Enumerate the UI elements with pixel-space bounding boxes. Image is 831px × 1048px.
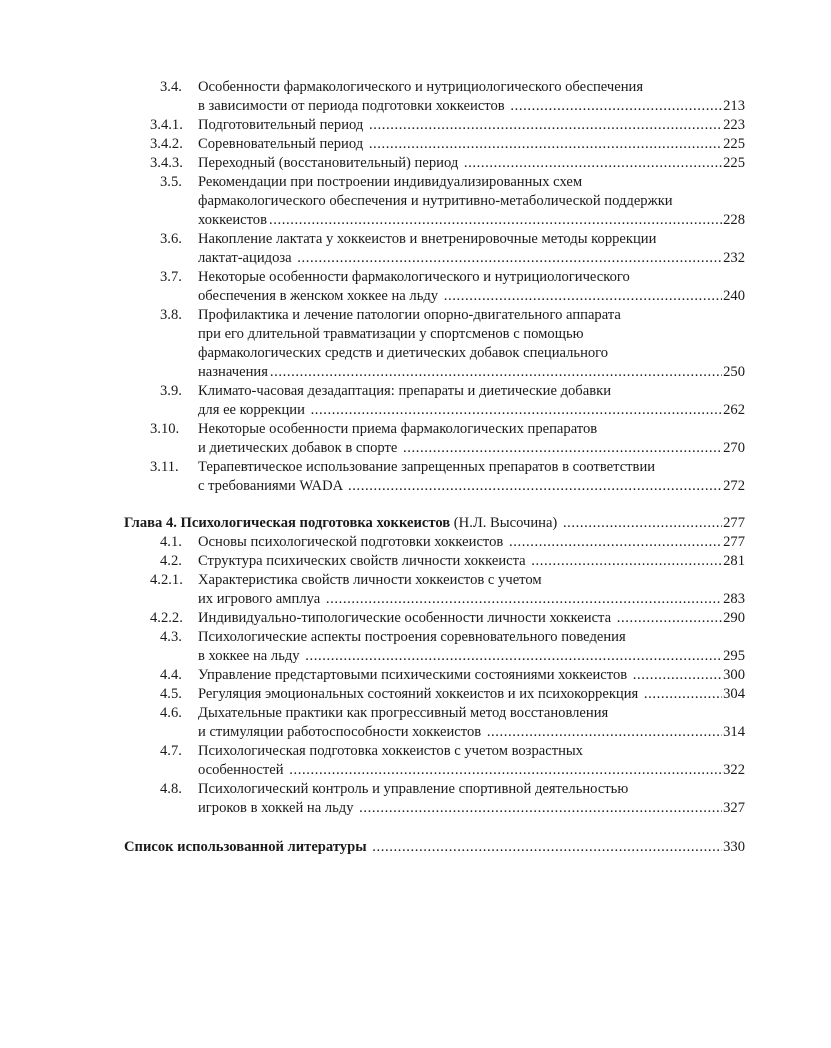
dot-leader (297, 249, 722, 268)
section-leader-line (198, 211, 745, 230)
dot-leader (270, 363, 722, 382)
section-title-line: Психологические аспекты построения соревновательного поведения (198, 629, 626, 645)
section-title: для ее коррекции (198, 402, 309, 418)
page-number: 290 (723, 610, 745, 626)
section-number: 3.8. (160, 307, 182, 323)
section-title: Переходный (восстановительный) период (198, 155, 462, 171)
section-title-line: Особенности фармакологического и нутрициологического обеспечения (198, 79, 644, 95)
dot-leader (359, 799, 722, 818)
section-number: 4.2. (160, 553, 182, 569)
chapter-author: (Н.Л. Высочина) (450, 515, 561, 531)
section-title: Управление предстартовыми психическими состояниями хоккеистов (198, 667, 631, 683)
section-title: назначения (198, 364, 268, 380)
dot-leader (289, 761, 722, 780)
page-number: 277 (723, 515, 745, 531)
page-number: 225 (723, 136, 745, 152)
section-leader-line (198, 439, 745, 458)
section-title: в хоккее на льду (198, 648, 304, 664)
dot-leader (531, 552, 722, 571)
section-title-line: Накопление лактата у хоккеистов и внетренировочные методы коррекции (198, 231, 657, 247)
page-number: 304 (723, 686, 745, 702)
section-title: в зависимости от периода подготовки хоккеистов (198, 98, 509, 114)
chapter-heading (124, 514, 745, 533)
page-number: 277 (723, 534, 745, 550)
section-title-line: Некоторые особенности приема фармакологических препаратов (198, 421, 598, 437)
section-number: 3.6. (160, 231, 182, 247)
section-title: игроков в хоккей на льду (198, 800, 358, 816)
section-title-line: Некоторые особенности фармакологического и нутрициологического (198, 269, 630, 285)
page-number: 232 (723, 250, 745, 266)
page-number: 270 (723, 440, 745, 456)
section-title: с требованиями WADA (198, 478, 346, 494)
dot-leader (464, 154, 722, 173)
dot-leader (617, 609, 722, 628)
section-leader-line (198, 97, 745, 116)
section-title: хоккеистов (198, 212, 267, 228)
dot-leader (510, 97, 722, 116)
section-leader-line (198, 287, 745, 306)
section-leader-line (198, 647, 745, 666)
section-title: и стимуляции работоспособности хоккеистов (198, 724, 485, 740)
section-number: 3.4. (160, 79, 182, 95)
section-title: особенностей (198, 762, 288, 778)
section-title-line: Терапевтическое использование запрещенных препаратов в соответствии (198, 459, 656, 475)
section-number: 4.6. (160, 705, 182, 721)
section-number: 3.10. (150, 421, 180, 437)
section-title-line: Климато-часовая дезадаптация: препараты и диетические добавки (198, 383, 611, 399)
page-number: 300 (723, 667, 745, 683)
page-number: 283 (723, 591, 745, 607)
section-leader-line (198, 533, 745, 552)
dot-leader (403, 439, 722, 458)
page-number: 330 (723, 839, 745, 855)
section-number: 3.4.1. (150, 117, 183, 133)
dot-leader (269, 211, 722, 230)
chapter-author (367, 838, 371, 857)
page-number: 295 (723, 648, 745, 664)
section-number: 3.5. (160, 174, 182, 190)
chapter-title: Глава 4. Психологическая подготовка хоккеистов (124, 515, 451, 531)
section-number: 4.2.1. (150, 572, 183, 588)
section-title-line: при его длительной травматизации у спортсменов с помощью (198, 326, 584, 342)
section-leader-line (198, 249, 745, 268)
dot-leader (372, 838, 722, 857)
dot-leader (644, 685, 722, 704)
section-number: 3.11. (150, 459, 179, 475)
dot-leader (305, 647, 722, 666)
section-title-line: Профилактика и лечение патологии опорно-двигательного аппарата (198, 307, 621, 323)
section-number: 4.2.2. (150, 610, 183, 626)
section-leader-line (198, 116, 745, 135)
chapter-heading (124, 838, 745, 857)
section-number: 3.4.2. (150, 136, 183, 152)
dot-leader (487, 723, 722, 742)
section-leader-line (198, 723, 745, 742)
section-leader-line (198, 799, 745, 818)
section-leader-line (198, 666, 745, 685)
section-title-line: фармакологического обеспечения и нутритивно-метаболической поддержки (198, 193, 673, 209)
section-number: 3.7. (160, 269, 182, 285)
section-title: Подготовительный период (198, 117, 367, 133)
section-number: 4.7. (160, 743, 182, 759)
section-title-line: Психологическая подготовка хоккеистов с учетом возрастных (198, 743, 583, 759)
dot-leader (563, 514, 722, 533)
dot-leader (509, 533, 722, 552)
section-number: 4.3. (160, 629, 182, 645)
chapter-title: Список использованной литературы (124, 839, 367, 855)
dot-leader (369, 116, 722, 135)
section-title: и диетических добавок в спорте (198, 440, 402, 456)
section-title: лактат-ацидоза (198, 250, 296, 266)
section-leader-line (198, 552, 745, 571)
section-number: 4.1. (160, 534, 182, 550)
page-number: 281 (723, 553, 745, 569)
page-number: 223 (723, 117, 745, 133)
page-number: 314 (723, 724, 745, 740)
section-title-line: Характеристика свойств личности хоккеистов с учетом (198, 572, 542, 588)
section-leader-line (198, 590, 745, 609)
section-number: 4.5. (160, 686, 182, 702)
dot-leader (348, 477, 722, 496)
page-number: 225 (723, 155, 745, 171)
section-leader-line (198, 477, 745, 496)
dot-leader (444, 287, 722, 306)
page-number: 228 (723, 212, 745, 228)
page-number: 250 (723, 364, 745, 380)
page-number: 272 (723, 478, 745, 494)
section-title: Структура психических свойств личности хоккеиста (198, 553, 530, 569)
section-number: 4.4. (160, 667, 182, 683)
section-title: Основы психологической подготовки хоккеистов (198, 534, 507, 550)
dot-leader (369, 135, 722, 154)
section-title: их игрового амплуа (198, 591, 324, 607)
section-leader-line (198, 135, 745, 154)
dot-leader (311, 401, 723, 420)
section-leader-line (198, 685, 745, 704)
section-number: 3.4.3. (150, 155, 183, 171)
dot-leader (326, 590, 722, 609)
section-title: Индивидуально-типологические особенности личности хоккеиста (198, 610, 615, 626)
page-number: 262 (723, 402, 745, 418)
section-number: 3.9. (160, 383, 182, 399)
section-number: 4.8. (160, 781, 182, 797)
section-title-line: Психологический контроль и управление спортивной деятельностью (198, 781, 629, 797)
section-title: Регуляция эмоциональных состояний хоккеистов и их психокоррекция (198, 686, 642, 702)
section-leader-line (198, 761, 745, 780)
section-leader-line (198, 609, 745, 628)
section-title-line: Дыхательные практики как прогрессивный метод восстановления (198, 705, 609, 721)
page-number: 327 (723, 800, 745, 816)
section-title-line: фармакологических средств и диетических добавок специального (198, 345, 609, 361)
section-title: Соревновательный период (198, 136, 367, 152)
section-leader-line (198, 401, 745, 420)
page-number: 322 (723, 762, 745, 778)
section-leader-line (198, 363, 745, 382)
page-number: 213 (723, 98, 745, 114)
section-leader-line (198, 154, 745, 173)
section-title-line: Рекомендации при построении индивидуализированных схем (198, 174, 583, 190)
page-number: 240 (723, 288, 745, 304)
section-title: обеспечения в женском хоккее на льду (198, 288, 442, 304)
dot-leader (633, 666, 722, 685)
